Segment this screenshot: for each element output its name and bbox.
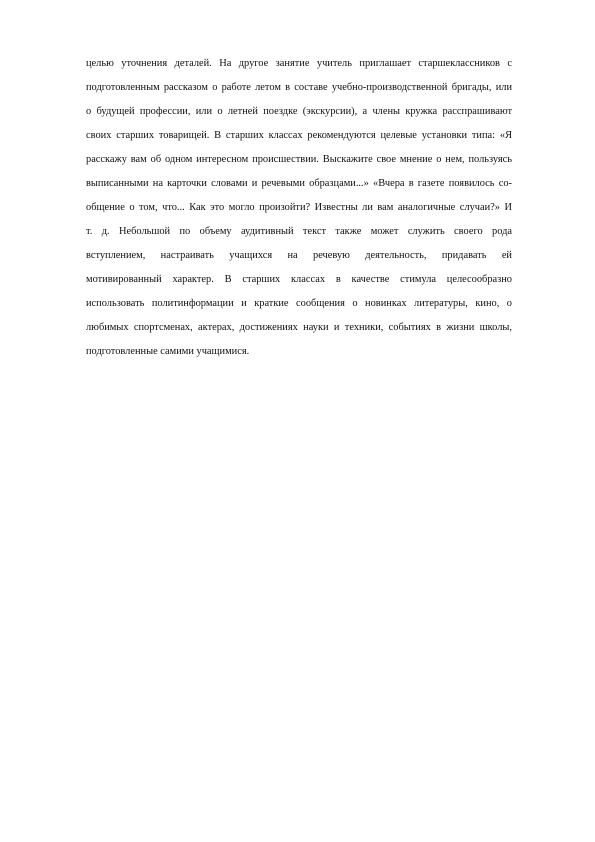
paragraph-line-7: общение о том, что... Как это могло произойти? Известны ли вам аналогичные случаи?» И: [86, 202, 512, 213]
body-paragraph: [86, 52, 512, 364]
paragraph-line-10: мотивированный характер. В старших классах в качестве стимула целесообразно: [86, 274, 512, 285]
paragraph-line-6: выписанными на карточки словами и речевыми образцами...» «Вчера в газете появилось со-: [86, 178, 512, 189]
paragraph-line-8: т. д. Небольшой по объему аудитивный текст также может служить своего рода: [86, 226, 512, 237]
paragraph-line-12: любимых спортсменах, актерах, достижениях науки и техники, событиях в жизни школы,: [86, 322, 512, 333]
paragraph-line-3: о будущей профессии, или о летней поездке (экскурсии), а члены кружка расспрашивают: [86, 106, 512, 117]
paragraph-line-9: вступлением, настраивать учащихся на речевую деятельность, придавать ей: [86, 250, 512, 261]
paragraph-line-2: подготовленным рассказом о работе летом в составе учебно-производственной бригады, или: [86, 82, 512, 93]
paragraph-line-11: использовать политинформации и краткие сообщения о новинках литературы, кино, о: [86, 298, 512, 309]
paragraph-line-4: своих старших товарищей. В старших классах рекомендуются целевые установки типа: «Я: [86, 130, 512, 141]
paragraph-line-5: расскажу вам об одном интересном происшествии. Выскажите свое мнение о нем, пользуясь: [86, 154, 512, 165]
paragraph-line-13: подготовленные самими учащимися.: [86, 346, 250, 357]
paragraph-line-1: целью уточнения деталей. На другое занятие учитель приглашает старшеклассников с: [86, 58, 512, 69]
